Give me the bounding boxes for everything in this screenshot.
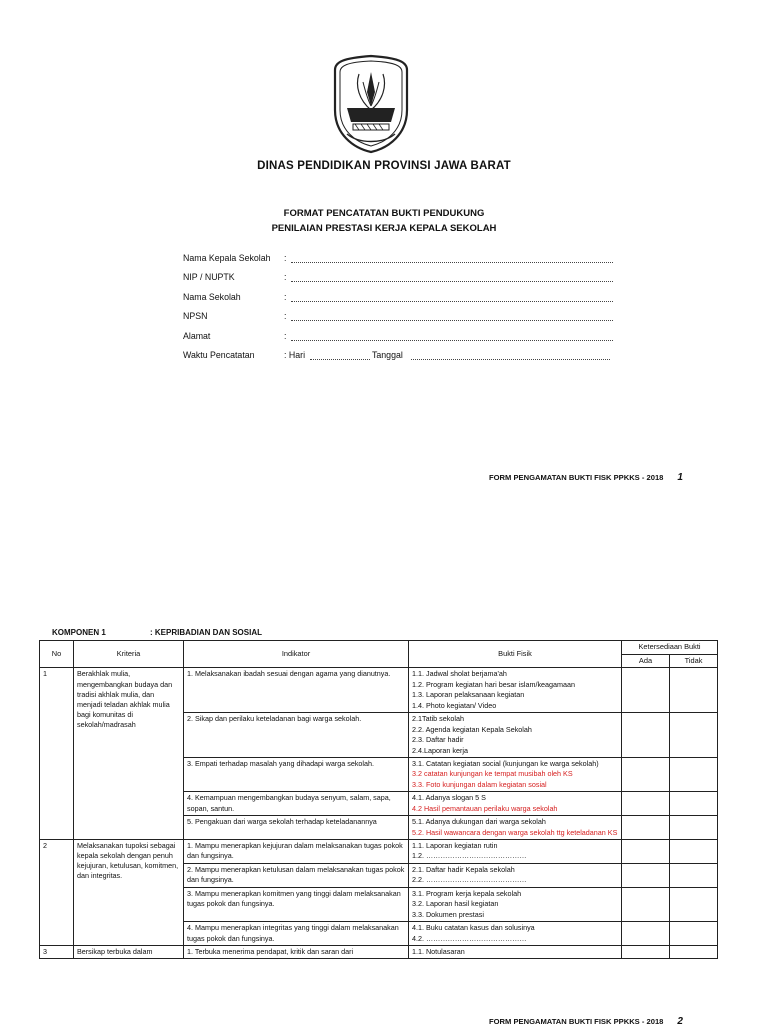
field-separator: : [284, 253, 287, 263]
indikator-cell: 4. Mampu menerapkan integritas yang tinggi dalam melaksanakan tugas pokok dan fungsinya. [184, 922, 409, 946]
indikator-cell: 5. Pengakuan dari warga sekolah terhadap keteladanannya [184, 816, 409, 840]
row-number: 1 [40, 668, 74, 840]
col-header-tidak: Tidak [670, 654, 718, 668]
row-number: 2 [40, 840, 74, 946]
field-nama-kepala-sekolah [183, 253, 613, 272]
table-row [40, 668, 718, 713]
field-blank-line[interactable] [291, 340, 613, 341]
ada-checkbox-cell[interactable] [622, 922, 670, 946]
bukti-item: 3.3. Dokumen prestasi [412, 909, 484, 919]
page-number: 1 [677, 472, 683, 483]
bukti-item: 1.2. …………………………………… [412, 851, 527, 861]
field-separator: : [284, 330, 287, 341]
col-header-indikator: Indikator [184, 641, 409, 668]
tidak-checkbox-cell[interactable] [670, 840, 718, 864]
ada-checkbox-cell[interactable] [622, 792, 670, 816]
ada-checkbox-cell[interactable] [622, 945, 670, 958]
row-number: 3 [40, 945, 74, 958]
field-blank-line[interactable] [291, 320, 613, 321]
organization-title: DINAS PENDIDIKAN PROVINSI JAWA BARAT [257, 160, 511, 172]
bukti-fisik-cell [409, 757, 622, 791]
ada-checkbox-cell[interactable] [622, 713, 670, 758]
tidak-checkbox-cell[interactable] [670, 668, 718, 713]
indikator-cell: 1. Terbuka menerima pendapat, kritik dan saran dari [184, 945, 409, 958]
bukti-fisik-cell [409, 945, 622, 958]
page-number: 2 [677, 1016, 683, 1027]
bukti-item: 4.2 Hasil pemantauan perilaku warga sekolah [412, 803, 558, 813]
kriteria-cell: Melaksanakan tupoksi sebagai kepala sekolah dengan penuh kejujuran, ketulusan, komitmen, dan integritas. [74, 840, 184, 946]
table-row [40, 945, 718, 958]
bukti-item: 3.1. Program kerja kepala sekolah [412, 888, 522, 898]
ada-checkbox-cell[interactable] [622, 668, 670, 713]
bukti-item: 4.1. Buku catatan kasus dan solusinya [412, 923, 535, 933]
kriteria-cell: Berakhlak mulia, mengembangkan budaya dan tradisi akhlak mulia, dan menjadi teladan akhlak mulia bagi komunitas di sekolah/madrasah [74, 668, 184, 840]
field-nip-nuptk [183, 272, 613, 291]
ada-checkbox-cell[interactable] [622, 840, 670, 864]
table-body [40, 668, 718, 959]
west-java-emblem-icon [329, 52, 413, 154]
page-footer-1 [489, 472, 683, 483]
bukti-item: 3.3. Foto kunjungan dalam kegiatan sosial [412, 779, 547, 789]
ada-checkbox-cell[interactable] [622, 816, 670, 840]
bukti-item: 1.3. Laporan pelaksanaan kegiatan [412, 690, 525, 700]
bukti-item: 2.2. Agenda kegiatan Kepala Sekolah [412, 724, 532, 734]
form-title-line-1: FORMAT PENCATATAN BUKTI PENDUKUNG [283, 208, 485, 219]
field-nama-sekolah [183, 292, 613, 311]
ada-checkbox-cell[interactable] [622, 757, 670, 791]
tidak-checkbox-cell[interactable] [670, 713, 718, 758]
page-footer-2 [489, 1016, 683, 1027]
hari-label: : Hari [284, 349, 306, 360]
bukti-item: 3.1. Catatan kegiatan social (kunjungan ke warga sekolah) [412, 758, 599, 768]
field-label: Waktu Pencatatan [183, 349, 255, 360]
bukti-item: 3.2. Laporan hasil kegiatan [412, 899, 499, 909]
bukti-fisik-cell [409, 840, 622, 864]
komponen-label: KOMPONEN 1 [52, 628, 106, 637]
hari-blank-line[interactable] [310, 359, 370, 360]
tidak-checkbox-cell[interactable] [670, 945, 718, 958]
field-alamat [183, 331, 613, 350]
bukti-item: 2.4.Laporan kerja [412, 745, 468, 755]
col-header-ketersediaan: Ketersediaan Bukti [622, 641, 718, 655]
tanggal-blank-line[interactable] [411, 359, 610, 360]
field-waktu-pencatatan [183, 350, 613, 369]
indikator-cell: 1. Mampu menerapkan kejujuran dalam melaksanakan tugas pokok dan fungsinya. [184, 840, 409, 864]
bukti-item: 2.3. Daftar hadir [412, 735, 464, 745]
field-label: Alamat [183, 330, 211, 341]
col-header-ada: Ada [622, 654, 670, 668]
indikator-cell: 4. Kemampuan mengembangkan budaya senyum, salam, sapa, sopan, santun. [184, 792, 409, 816]
bukti-fisik-cell [409, 713, 622, 758]
bukti-item: 1.1. Notulasaran [412, 946, 465, 956]
footer-text: FORM PENGAMATAN BUKTI FISK PPKKS - 2018 [489, 1017, 664, 1026]
tidak-checkbox-cell[interactable] [670, 887, 718, 921]
indikator-cell: 3. Empati terhadap masalah yang dihadapi warga sekolah. [184, 757, 409, 791]
bukti-fisik-cell [409, 792, 622, 816]
field-separator: : [284, 291, 287, 302]
form-title-line-2: PENILAIAN PRESTASI KERJA KEPALA SEKOLAH [271, 223, 497, 234]
bukti-item: 1.4. Photo kegiatan/ Video [412, 700, 497, 710]
field-npsn [183, 311, 613, 330]
field-separator: : [284, 272, 287, 283]
bukti-fisik-cell [409, 863, 622, 887]
bukti-item: 1.1. Jadwal sholat berjama'ah [412, 669, 507, 679]
col-header-no: No [40, 641, 74, 668]
col-header-bukti-fisik: Bukti Fisik [409, 641, 622, 668]
field-blank-line[interactable] [291, 301, 613, 302]
kriteria-cell: Bersikap terbuka dalam [74, 945, 184, 958]
bukti-fisik-cell [409, 816, 622, 840]
bukti-item: 2.1Tatib sekolah [412, 714, 464, 724]
bukti-item: 2.2. …………………………………… [412, 875, 527, 885]
bukti-item: 4.2. …………………………………… [412, 933, 527, 943]
ada-checkbox-cell[interactable] [622, 863, 670, 887]
field-blank-line[interactable] [291, 281, 613, 282]
bukti-fisik-cell [409, 922, 622, 946]
tidak-checkbox-cell[interactable] [670, 922, 718, 946]
bukti-item: 2.1. Daftar hadir Kepala sekolah [412, 864, 515, 874]
bukti-item: 4.1. Adanya slogan 5 S [412, 793, 486, 803]
page-1 [0, 0, 768, 500]
table-row [40, 840, 718, 864]
assessment-table [39, 640, 718, 959]
bukti-item: 3.2 catatan kunjungan ke tempat musibah oleh KS [412, 769, 573, 779]
indikator-cell: 3. Mampu menerapkan komitmen yang tinggi dalam melaksanakan tugas pokok dan fungsinya. [184, 887, 409, 921]
field-blank-line[interactable] [291, 262, 613, 263]
bukti-item: 5.1. Adanya dukungan dari warga sekolah [412, 817, 546, 827]
tidak-checkbox-cell[interactable] [670, 863, 718, 887]
tidak-checkbox-cell[interactable] [670, 757, 718, 791]
indikator-cell: 1. Melaksanakan ibadah sesuai dengan agama yang dianutnya. [184, 668, 409, 713]
indikator-cell: 2. Sikap dan perilaku keteladanan bagi warga sekolah. [184, 713, 409, 758]
footer-text: FORM PENGAMATAN BUKTI FISK PPKKS - 2018 [489, 473, 664, 482]
tidak-checkbox-cell[interactable] [670, 792, 718, 816]
bukti-item: 1.2. Program kegiatan hari besar islam/keagamaan [412, 679, 576, 689]
bukti-item: 5.2. Hasil wawancara dengan warga sekolah ttg keteladanan KS [412, 827, 618, 837]
identity-fields [183, 253, 613, 369]
bukti-fisik-cell [409, 887, 622, 921]
tidak-checkbox-cell[interactable] [670, 816, 718, 840]
field-label: NIP / NUPTK [183, 272, 235, 283]
field-separator: : [284, 311, 287, 322]
tanggal-label: Tanggal [372, 349, 403, 360]
field-label: Nama Kepala Sekolah [183, 253, 271, 263]
ada-checkbox-cell[interactable] [622, 887, 670, 921]
field-label: NPSN [183, 311, 208, 322]
komponen-value: : KEPRIBADIAN DAN SOSIAL [150, 628, 263, 637]
indikator-cell: 2. Mampu menerapkan ketulusan dalam melaksanakan tugas pokok dan fungsinya. [184, 863, 409, 887]
bukti-fisik-cell [409, 668, 622, 713]
bukti-item: 1.1. Laporan kegiatan rutin [412, 841, 498, 851]
field-label: Nama Sekolah [183, 291, 241, 302]
col-header-kriteria: Kriteria [74, 641, 184, 668]
